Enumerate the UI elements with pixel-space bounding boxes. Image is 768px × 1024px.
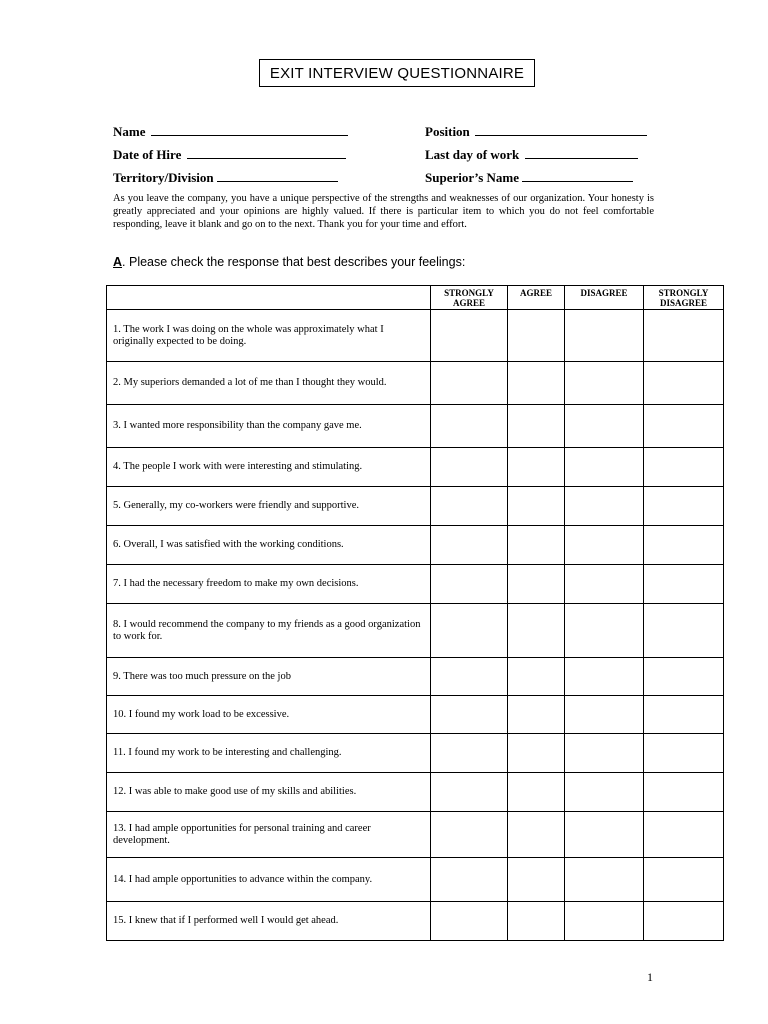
disagree-checkbox-cell[interactable]	[565, 487, 644, 526]
strongly-disagree-checkbox-cell[interactable]	[644, 604, 724, 658]
table-row	[107, 405, 724, 448]
disagree-checkbox-cell[interactable]	[565, 565, 644, 604]
disagree-checkbox-cell[interactable]	[565, 734, 644, 773]
question-text: 10. I found my work load to be excessive.	[107, 696, 431, 734]
strongly-disagree-checkbox-cell[interactable]	[644, 858, 724, 902]
agree-checkbox-cell[interactable]	[508, 310, 565, 362]
page-title: EXIT INTERVIEW QUESTIONNAIRE	[259, 59, 535, 87]
column-header: STRONGLY DISAGREE	[644, 286, 724, 310]
disagree-checkbox-cell[interactable]	[565, 405, 644, 448]
question-text: 9. There was too much pressure on the job	[107, 658, 431, 696]
agree-checkbox-cell[interactable]	[508, 773, 565, 812]
territory-label: Territory/Division	[113, 170, 214, 185]
strongly-agree-checkbox-cell[interactable]	[431, 448, 508, 487]
section-letter: A	[113, 255, 123, 269]
agree-checkbox-cell[interactable]	[508, 526, 565, 565]
question-text: 15. I knew that if I performed well I would get ahead.	[107, 902, 431, 941]
question-text: 11. I found my work to be interesting and challenging.	[107, 734, 431, 773]
questionnaire-table	[106, 285, 724, 941]
name-blank[interactable]	[151, 124, 348, 136]
last-day-field	[425, 147, 638, 163]
disagree-checkbox-cell[interactable]	[565, 773, 644, 812]
question-text: 7. I had the necessary freedom to make my own decisions.	[107, 565, 431, 604]
table-row	[107, 526, 724, 565]
disagree-checkbox-cell[interactable]	[565, 658, 644, 696]
strongly-disagree-checkbox-cell[interactable]	[644, 526, 724, 565]
disagree-checkbox-cell[interactable]	[565, 696, 644, 734]
strongly-agree-checkbox-cell[interactable]	[431, 658, 508, 696]
strongly-disagree-checkbox-cell[interactable]	[644, 658, 724, 696]
strongly-disagree-checkbox-cell[interactable]	[644, 310, 724, 362]
question-text: 8. I would recommend the company to my friends as a good organization to work for.	[107, 604, 431, 658]
strongly-disagree-checkbox-cell[interactable]	[644, 362, 724, 405]
territory-field	[113, 170, 338, 186]
strongly-agree-checkbox-cell[interactable]	[431, 696, 508, 734]
table-row	[107, 565, 724, 604]
section-instruction: Please check the response that best describes your feelings:	[128, 255, 466, 269]
question-text: 1. The work I was doing on the whole was approximately what I originally expected to be doing.	[107, 310, 431, 362]
disagree-checkbox-cell[interactable]	[565, 858, 644, 902]
date-of-hire-blank[interactable]	[187, 147, 346, 159]
column-header: AGREE	[508, 286, 565, 310]
strongly-agree-checkbox-cell[interactable]	[431, 487, 508, 526]
strongly-agree-checkbox-cell[interactable]	[431, 858, 508, 902]
agree-checkbox-cell[interactable]	[508, 902, 565, 941]
table-row	[107, 604, 724, 658]
column-header: STRONGLY AGREE	[431, 286, 508, 310]
strongly-agree-checkbox-cell[interactable]	[431, 773, 508, 812]
strongly-disagree-checkbox-cell[interactable]	[644, 487, 724, 526]
disagree-checkbox-cell[interactable]	[565, 812, 644, 858]
question-text: 5. Generally, my co-workers were friendly and supportive.	[107, 487, 431, 526]
strongly-disagree-checkbox-cell[interactable]	[644, 902, 724, 941]
table-row	[107, 487, 724, 526]
question-text: 12. I was able to make good use of my skills and abilities.	[107, 773, 431, 812]
agree-checkbox-cell[interactable]	[508, 405, 565, 448]
superior-field	[425, 170, 633, 186]
superior-blank[interactable]	[522, 170, 633, 182]
disagree-checkbox-cell[interactable]	[565, 604, 644, 658]
agree-checkbox-cell[interactable]	[508, 812, 565, 858]
table-row	[107, 773, 724, 812]
agree-checkbox-cell[interactable]	[508, 858, 565, 902]
strongly-disagree-checkbox-cell[interactable]	[644, 773, 724, 812]
strongly-agree-checkbox-cell[interactable]	[431, 565, 508, 604]
strongly-disagree-checkbox-cell[interactable]	[644, 405, 724, 448]
question-column-header	[107, 286, 431, 310]
agree-checkbox-cell[interactable]	[508, 487, 565, 526]
agree-checkbox-cell[interactable]	[508, 362, 565, 405]
date-of-hire-field	[113, 147, 346, 163]
strongly-disagree-checkbox-cell[interactable]	[644, 448, 724, 487]
strongly-agree-checkbox-cell[interactable]	[431, 734, 508, 773]
strongly-agree-checkbox-cell[interactable]	[431, 405, 508, 448]
agree-checkbox-cell[interactable]	[508, 565, 565, 604]
page-number: 1	[647, 970, 653, 984]
column-header: DISAGREE	[565, 286, 644, 310]
agree-checkbox-cell[interactable]	[508, 604, 565, 658]
strongly-disagree-checkbox-cell[interactable]	[644, 565, 724, 604]
intro-paragraph: As you leave the company, you have a unique perspective of the strengths and weaknesses of our organization. Your honesty is greatly appreciated and your opinions are highly valued. If there is particular item to which you do not feel comfortable responding, leave it blank and go on to the next. Thank you for your time and effort.	[113, 193, 654, 230]
disagree-checkbox-cell[interactable]	[565, 902, 644, 941]
strongly-disagree-checkbox-cell[interactable]	[644, 812, 724, 858]
table-row	[107, 310, 724, 362]
last-day-label: Last day of work	[425, 147, 520, 162]
table-row	[107, 734, 724, 773]
question-text: 13. I had ample opportunities for personal training and career development.	[107, 812, 431, 858]
question-text: 2. My superiors demanded a lot of me than I thought they would.	[107, 362, 431, 405]
table-row	[107, 812, 724, 858]
table-row	[107, 362, 724, 405]
agree-checkbox-cell[interactable]	[508, 448, 565, 487]
position-blank[interactable]	[475, 124, 647, 136]
question-text: 4. The people I work with were interesting and stimulating.	[107, 448, 431, 487]
strongly-agree-checkbox-cell[interactable]	[431, 812, 508, 858]
disagree-checkbox-cell[interactable]	[565, 362, 644, 405]
table-row	[107, 902, 724, 941]
last-day-blank[interactable]	[525, 147, 638, 159]
strongly-agree-checkbox-cell[interactable]	[431, 604, 508, 658]
disagree-checkbox-cell[interactable]	[565, 310, 644, 362]
agree-checkbox-cell[interactable]	[508, 658, 565, 696]
question-text: 14. I had ample opportunities to advance within the company.	[107, 858, 431, 902]
strongly-agree-checkbox-cell[interactable]	[431, 526, 508, 565]
disagree-checkbox-cell[interactable]	[565, 526, 644, 565]
date-of-hire-label: Date of Hire	[113, 147, 182, 162]
table-row	[107, 658, 724, 696]
position-label: Position	[425, 124, 470, 139]
agree-checkbox-cell[interactable]	[508, 734, 565, 773]
disagree-checkbox-cell[interactable]	[565, 448, 644, 487]
strongly-disagree-checkbox-cell[interactable]	[644, 734, 724, 773]
table-row	[107, 448, 724, 487]
question-text: 6. Overall, I was satisfied with the working conditions.	[107, 526, 431, 565]
question-text: 3. I wanted more responsibility than the company gave me.	[107, 405, 431, 448]
superior-label: Superior’s Name	[425, 170, 519, 185]
agree-checkbox-cell[interactable]	[508, 696, 565, 734]
name-label: Name	[113, 124, 146, 139]
table-row	[107, 696, 724, 734]
section-a-heading: A. Please check the response that best describes your feelings:	[113, 255, 466, 269]
strongly-agree-checkbox-cell[interactable]	[431, 362, 508, 405]
table-header-row	[107, 286, 724, 310]
strongly-agree-checkbox-cell[interactable]	[431, 902, 508, 941]
strongly-agree-checkbox-cell[interactable]	[431, 310, 508, 362]
position-field	[425, 124, 647, 140]
name-field	[113, 124, 348, 140]
strongly-disagree-checkbox-cell[interactable]	[644, 696, 724, 734]
territory-blank[interactable]	[217, 170, 338, 182]
table-row	[107, 858, 724, 902]
